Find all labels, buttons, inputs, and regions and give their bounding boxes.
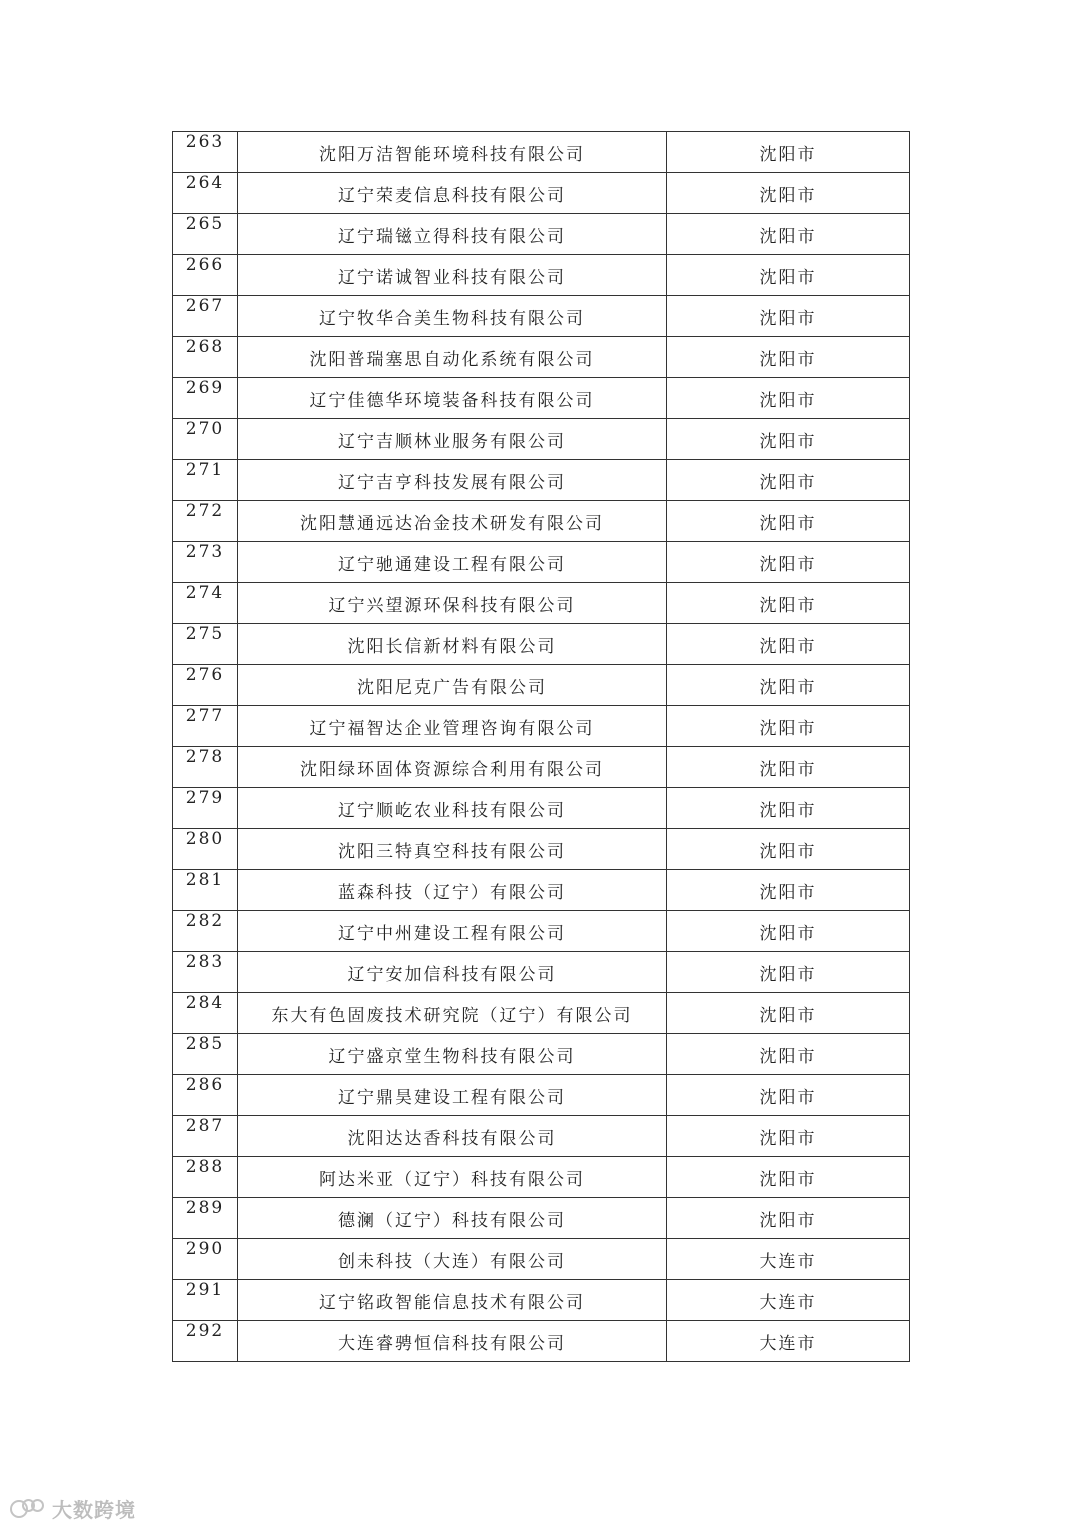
city: 沈阳市 [667,665,910,706]
company-name: 沈阳长信新材料有限公司 [238,624,667,665]
company-name: 辽宁顺屹农业科技有限公司 [238,788,667,829]
company-name: 德澜（辽宁）科技有限公司 [238,1198,667,1239]
table-row [173,1280,910,1321]
row-number: 270 [173,419,238,460]
company-name: 辽宁铭政智能信息技术有限公司 [238,1280,667,1321]
city: 沈阳市 [667,460,910,501]
row-number: 287 [173,1116,238,1157]
table-row [173,993,910,1034]
city: 沈阳市 [667,870,910,911]
watermark [10,1495,136,1521]
table-row [173,911,910,952]
city: 沈阳市 [667,747,910,788]
company-name: 辽宁吉顺林业服务有限公司 [238,419,667,460]
company-name: 辽宁中州建设工程有限公司 [238,911,667,952]
table-row [173,337,910,378]
city: 沈阳市 [667,337,910,378]
row-number: 285 [173,1034,238,1075]
table-row [173,1116,910,1157]
city: 沈阳市 [667,132,910,173]
row-number: 290 [173,1239,238,1280]
table-row [173,296,910,337]
company-name: 辽宁荣麦信息科技有限公司 [238,173,667,214]
city: 沈阳市 [667,255,910,296]
row-number: 268 [173,337,238,378]
company-name: 沈阳尼克广告有限公司 [238,665,667,706]
company-name: 沈阳绿环固体资源综合利用有限公司 [238,747,667,788]
row-number: 271 [173,460,238,501]
table-row [173,255,910,296]
company-name: 辽宁牧华合美生物科技有限公司 [238,296,667,337]
city: 沈阳市 [667,1157,910,1198]
company-name: 辽宁鼎昊建设工程有限公司 [238,1075,667,1116]
city: 沈阳市 [667,296,910,337]
table-row [173,1321,910,1362]
table-row [173,624,910,665]
city: 沈阳市 [667,1198,910,1239]
table-row [173,132,910,173]
row-number: 281 [173,870,238,911]
watermark-logo-icon [10,1497,46,1519]
city: 沈阳市 [667,419,910,460]
company-name: 沈阳万洁智能环境科技有限公司 [238,132,667,173]
company-name: 辽宁驰通建设工程有限公司 [238,542,667,583]
table-row [173,747,910,788]
city: 沈阳市 [667,1034,910,1075]
row-number: 284 [173,993,238,1034]
city: 沈阳市 [667,952,910,993]
company-name: 大连睿骋恒信科技有限公司 [238,1321,667,1362]
table-row [173,1239,910,1280]
row-number: 286 [173,1075,238,1116]
table-row [173,501,910,542]
company-name: 辽宁福智达企业管理咨询有限公司 [238,706,667,747]
city: 沈阳市 [667,1116,910,1157]
table-row [173,1034,910,1075]
city: 沈阳市 [667,993,910,1034]
city: 沈阳市 [667,1075,910,1116]
city: 沈阳市 [667,378,910,419]
company-name: 辽宁诺诚智业科技有限公司 [238,255,667,296]
table-row [173,173,910,214]
row-number: 277 [173,706,238,747]
table-row [173,1075,910,1116]
city: 沈阳市 [667,706,910,747]
company-name: 沈阳达达香科技有限公司 [238,1116,667,1157]
company-name: 沈阳普瑞塞思自动化系统有限公司 [238,337,667,378]
row-number: 266 [173,255,238,296]
city: 沈阳市 [667,583,910,624]
city: 沈阳市 [667,911,910,952]
city: 沈阳市 [667,624,910,665]
row-number: 289 [173,1198,238,1239]
table-row [173,665,910,706]
row-number: 283 [173,952,238,993]
row-number: 272 [173,501,238,542]
row-number: 273 [173,542,238,583]
table-row [173,583,910,624]
watermark-text: 大数跨境 [52,1497,136,1522]
company-name: 阿达米亚（辽宁）科技有限公司 [238,1157,667,1198]
table-row [173,952,910,993]
table-body [173,132,910,1362]
company-name: 东大有色固废技术研究院（辽宁）有限公司 [238,993,667,1034]
table-row [173,706,910,747]
row-number: 280 [173,829,238,870]
table-row [173,1198,910,1239]
row-number: 265 [173,214,238,255]
company-name: 创未科技（大连）有限公司 [238,1239,667,1280]
table-row [173,419,910,460]
row-number: 269 [173,378,238,419]
company-name: 辽宁兴望源环保科技有限公司 [238,583,667,624]
row-number: 275 [173,624,238,665]
city: 沈阳市 [667,214,910,255]
table-row [173,1157,910,1198]
table-row [173,829,910,870]
table-row [173,788,910,829]
company-list-table [172,131,910,1362]
table-row [173,214,910,255]
city: 沈阳市 [667,501,910,542]
company-name: 辽宁安加信科技有限公司 [238,952,667,993]
row-number: 276 [173,665,238,706]
company-name: 辽宁吉亨科技发展有限公司 [238,460,667,501]
row-number: 282 [173,911,238,952]
company-name: 蓝森科技（辽宁）有限公司 [238,870,667,911]
row-number: 291 [173,1280,238,1321]
table-row [173,460,910,501]
company-name: 辽宁佳德华环境装备科技有限公司 [238,378,667,419]
city: 沈阳市 [667,542,910,583]
table-row [173,870,910,911]
row-number: 267 [173,296,238,337]
row-number: 278 [173,747,238,788]
company-name: 辽宁盛京堂生物科技有限公司 [238,1034,667,1075]
company-name: 沈阳三特真空科技有限公司 [238,829,667,870]
row-number: 288 [173,1157,238,1198]
city: 沈阳市 [667,788,910,829]
row-number: 292 [173,1321,238,1362]
row-number: 263 [173,132,238,173]
city: 沈阳市 [667,829,910,870]
company-name: 沈阳慧通远达冶金技术研发有限公司 [238,501,667,542]
city: 大连市 [667,1239,910,1280]
company-name: 辽宁瑞镃立得科技有限公司 [238,214,667,255]
city: 大连市 [667,1321,910,1362]
row-number: 274 [173,583,238,624]
city: 沈阳市 [667,173,910,214]
table-row [173,542,910,583]
table-row [173,378,910,419]
city: 大连市 [667,1280,910,1321]
row-number: 264 [173,173,238,214]
row-number: 279 [173,788,238,829]
